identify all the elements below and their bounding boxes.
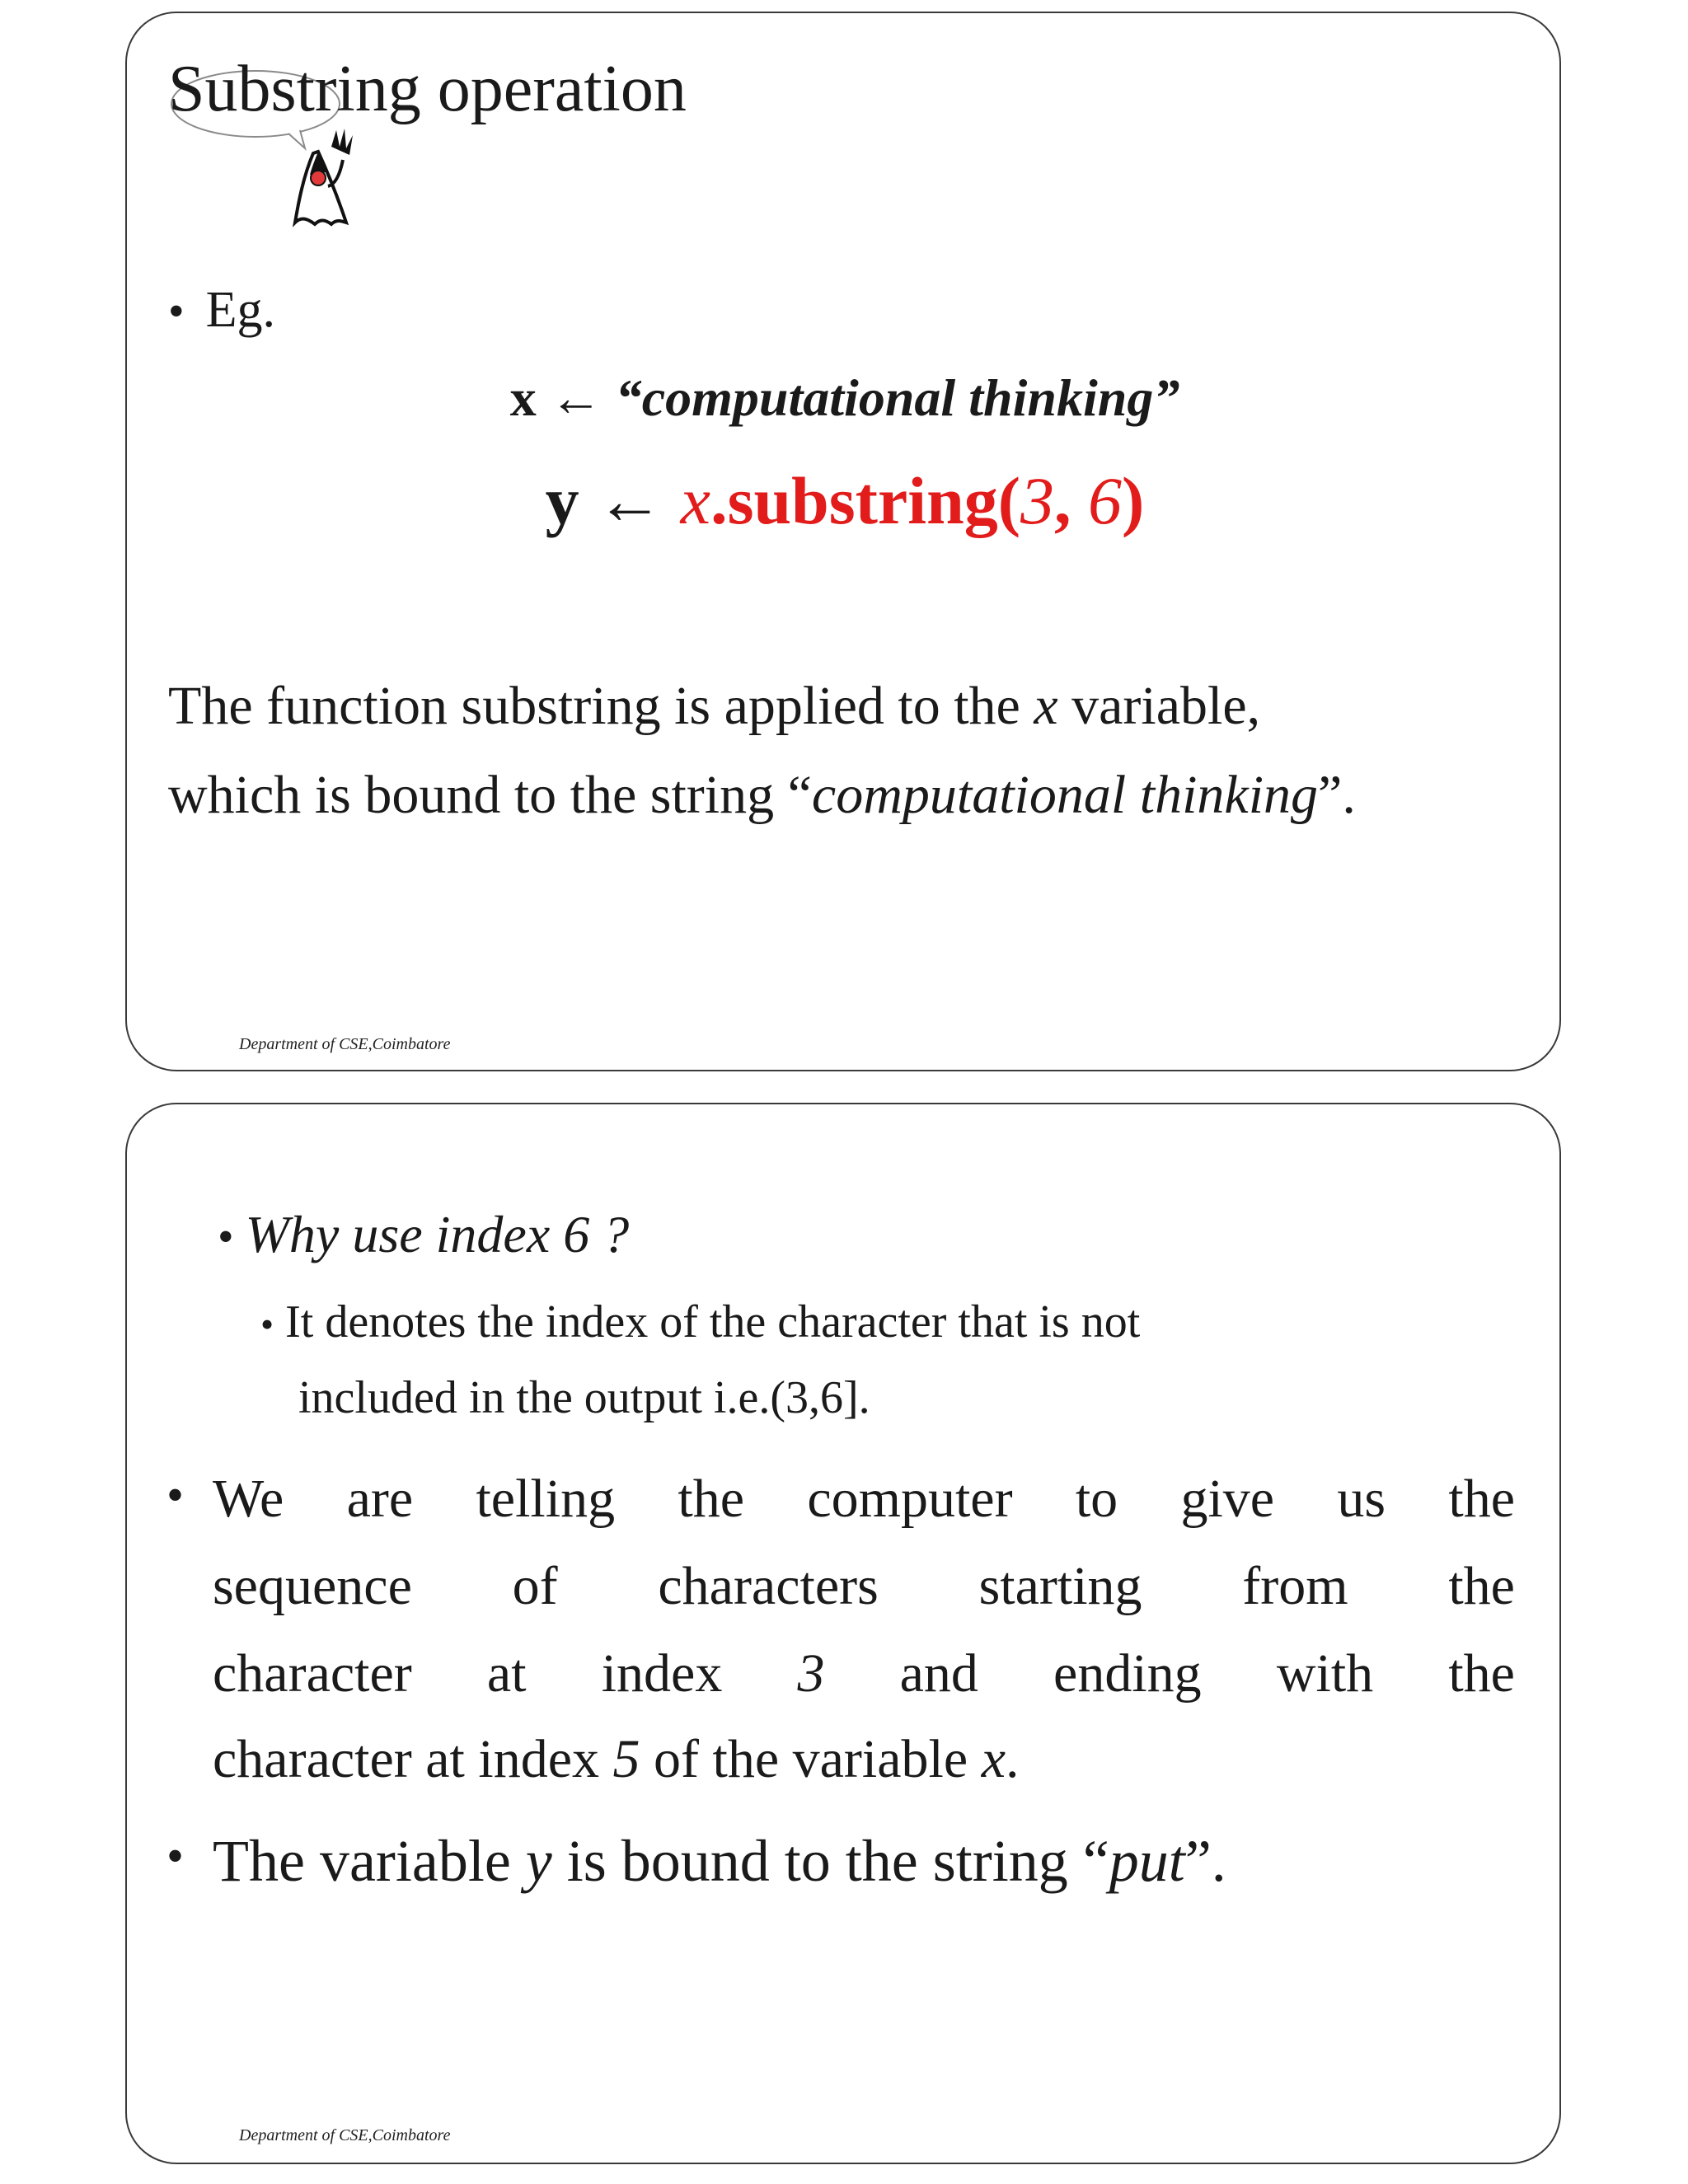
word: to <box>1075 1469 1118 1529</box>
paragraph-1-line-2 <box>213 1556 1515 1616</box>
sub-bullet <box>260 1296 1141 1347</box>
slide-2 <box>125 1103 1561 2164</box>
bullet-eg <box>168 281 275 340</box>
para-text: variable, <box>1057 676 1261 736</box>
call-close: ) <box>1122 463 1145 538</box>
word: We <box>213 1469 284 1529</box>
para-text: which is bound to the string “ <box>168 765 812 825</box>
para-text: ”. <box>1184 1828 1226 1894</box>
para-var: x <box>1034 676 1058 736</box>
word: character <box>213 1643 412 1704</box>
word: 3 <box>797 1643 825 1704</box>
paragraph-2 <box>213 1828 1226 1894</box>
para-text: ”. <box>1318 765 1356 825</box>
substring-call <box>681 463 1145 538</box>
word: computer <box>807 1469 1013 1529</box>
word: are <box>346 1469 414 1529</box>
para-text: is bound to the string “ <box>551 1828 1109 1894</box>
word: characters <box>658 1556 879 1616</box>
word: sequence <box>213 1556 412 1616</box>
bullet-icon: • <box>166 1468 185 1522</box>
para-text: character at index <box>213 1729 613 1789</box>
para-index: 5 <box>612 1729 640 1789</box>
bullet-icon: • <box>168 286 185 337</box>
string-literal: “computational thinking” <box>615 368 1180 427</box>
bullet-icon: • <box>218 1212 234 1263</box>
call-object: x <box>680 463 711 538</box>
call-arg-end: 6 <box>1088 463 1123 538</box>
word: the <box>678 1469 745 1529</box>
paragraph-1-line-1 <box>213 1469 1515 1529</box>
slide-footer: Department of CSE,Coimbatore <box>239 2126 451 2144</box>
word: at <box>486 1643 527 1704</box>
slide-footer: Department of CSE,Coimbatore <box>239 1035 451 1053</box>
paragraph-1-line-4 <box>213 1729 1020 1789</box>
slide-1 <box>125 12 1561 1071</box>
word: of <box>512 1556 558 1616</box>
bullet-icon: • <box>260 1303 274 1345</box>
word: and <box>899 1643 978 1704</box>
word: give <box>1180 1469 1275 1529</box>
call-sep: , <box>1054 463 1089 538</box>
word: with <box>1276 1643 1374 1704</box>
word: telling <box>476 1469 616 1529</box>
assign-arrow: ← <box>549 368 603 427</box>
word: starting <box>978 1556 1142 1616</box>
para-text: The function substring is applied to the <box>168 676 1034 736</box>
bullet-eg-label: Eg. <box>205 282 275 338</box>
paragraph-line-2 <box>168 765 1356 825</box>
question-text: Why use index 6 ? <box>245 1205 630 1263</box>
call-arg-start: 3 <box>1020 463 1055 538</box>
word: from <box>1242 1556 1348 1616</box>
word: ending <box>1053 1643 1202 1704</box>
sub-bullet-line-1: It denotes the index of the character that is not <box>285 1296 1141 1347</box>
call-method: .substring( <box>710 463 1021 538</box>
sub-bullet-line-2: included in the output i.e.(3,6]. <box>298 1372 870 1423</box>
bullet-question <box>218 1205 630 1263</box>
para-text: . <box>1005 1729 1020 1789</box>
duke-mascot-icon <box>285 127 358 234</box>
paragraph-line-1 <box>168 676 1261 736</box>
para-var: x <box>981 1729 1006 1789</box>
var-x: x <box>509 368 537 427</box>
para-string: computational thinking <box>811 765 1319 825</box>
code-line-x <box>127 368 1563 429</box>
word: the <box>1448 1643 1515 1704</box>
bullet-icon: • <box>166 1829 185 1883</box>
paragraph-1-line-3 <box>213 1643 1515 1704</box>
word: index <box>601 1643 723 1704</box>
para-text: The variable <box>213 1828 526 1894</box>
slide-title: Substring operation <box>168 53 687 125</box>
var-y: y <box>545 463 579 538</box>
para-text: of the variable <box>640 1729 982 1789</box>
para-string: put <box>1109 1828 1185 1894</box>
code-line-y <box>127 462 1563 540</box>
word: us <box>1337 1469 1386 1529</box>
para-var: y <box>525 1828 552 1894</box>
assign-arrow: ← <box>596 463 664 538</box>
word: the <box>1448 1469 1515 1529</box>
word: the <box>1448 1556 1515 1616</box>
